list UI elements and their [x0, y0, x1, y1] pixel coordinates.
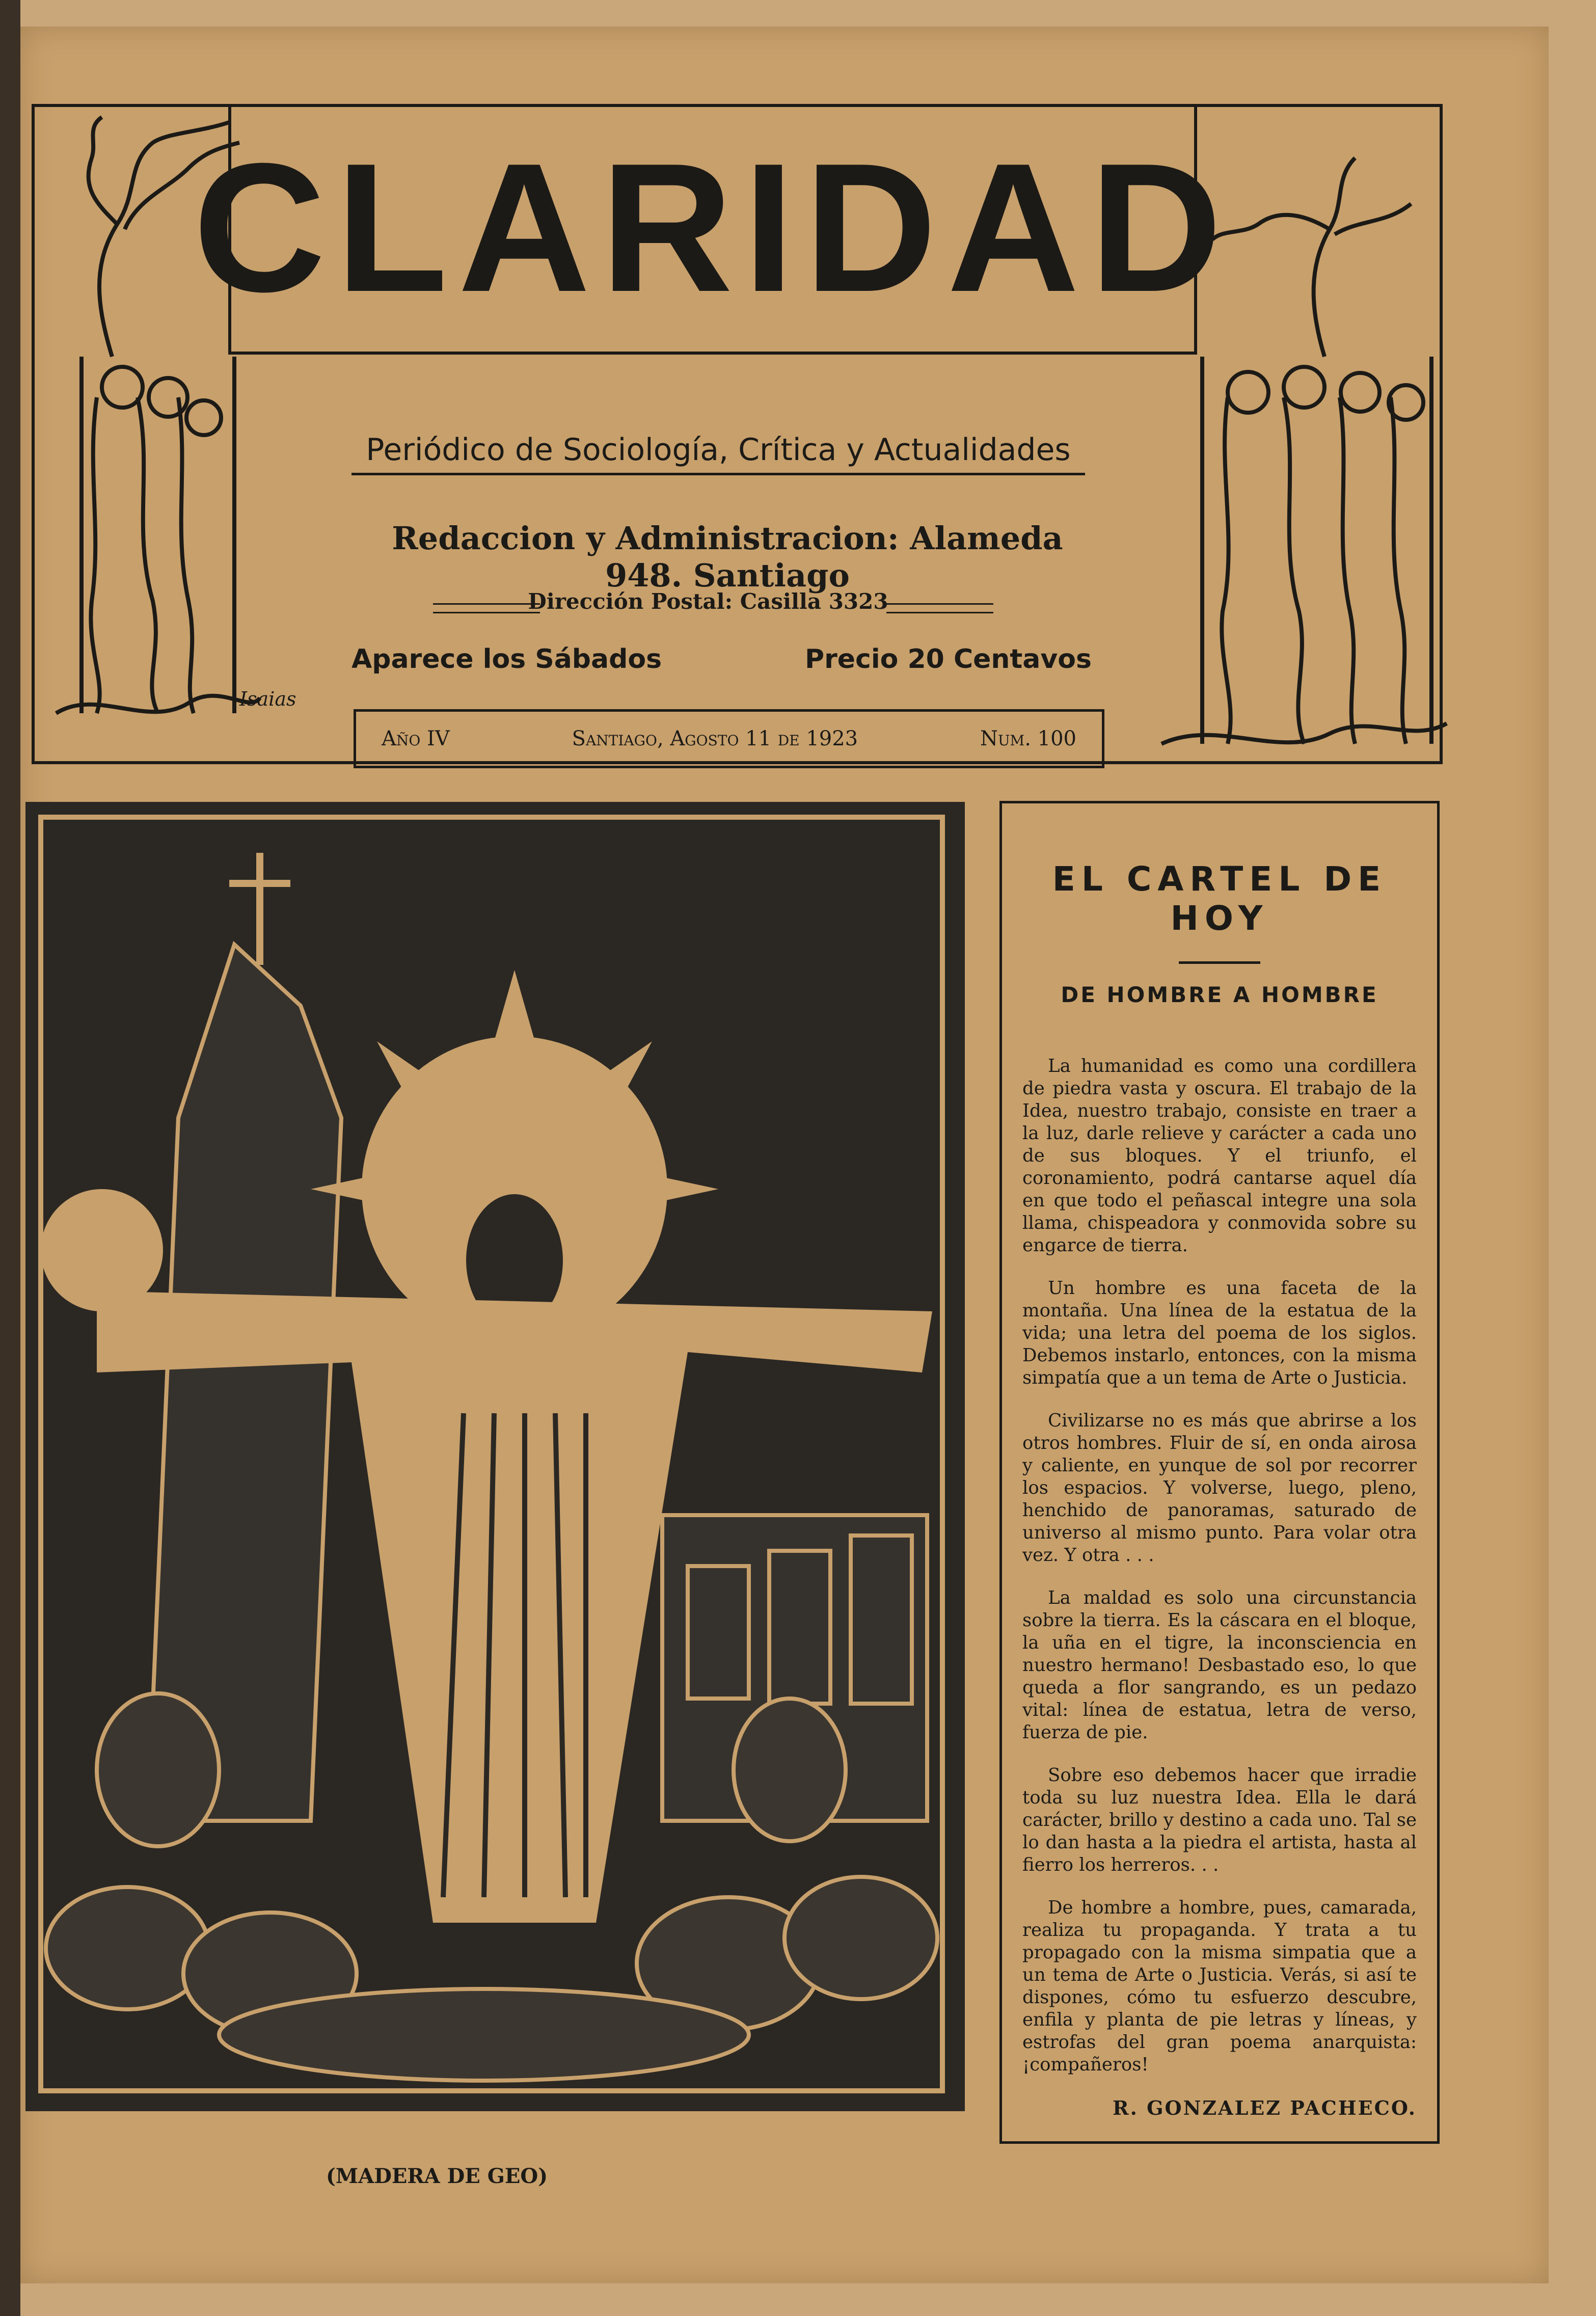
article-paragraph: La humanidad es como una cordillera de piedra vasta y oscura. El trabajo de la Idea, nuestro trabajo, consiste en traer a la luz, darle relieve y carácter a cada uno de sus bloques. Y el triunfo, el coronamiento, podrá cantarse aquel día en que todo el peñascal integre una sola llama, chispeadora y conmovida sobre su engarce de tierra. [1022, 1056, 1417, 1256]
year-label: Año IV [382, 727, 450, 750]
newspaper-title: CLARIDAD [193, 125, 1232, 330]
illustrator-signature: Isaias [239, 688, 296, 710]
article-paragraph: Civilizarse no es más que abrirse a los otros hombres. Fluir de sí, en onda airosa y caliente, en yunque de sol por recorrer los espacios. Y volverse, luego, pleno, henchido de panoramas, saturado de universo al mismo punto. Para volar otra vez. Y otra . . . [1022, 1410, 1417, 1566]
left-torch-figures-illustration [36, 112, 270, 734]
editorial-address: Redaccion y Administracion: Alameda 948. Santiago [392, 520, 1063, 594]
dateline-box [354, 709, 1104, 768]
right-torch-figures-illustration [1156, 153, 1457, 764]
article-title: EL CARTEL DE HOY [1052, 859, 1387, 938]
price: Precio 20 Centavos [805, 644, 1092, 675]
article-paragraph: Un hombre es una faceta de la montaña. Una línea de la estatua de la vida; una letra del poema de los siglos. Debemos instarlo, entonces, con la misma simpatía que a un tema de Arte o Justicia. [1022, 1278, 1417, 1388]
masthead-subtitle: Periódico de Sociología, Crítica y Actualidades [351, 432, 1085, 475]
postal-address: Dirección Postal: Casilla 3323 [528, 589, 888, 614]
publication-frequency: Aparece los Sábados [351, 644, 662, 675]
article-paragraph: Sobre eso debemos hacer que irradie toda su luz nuestra Idea. Ella le dará carácter, brillo y destino a cada uno. Tal se lo dan hasta a la piedra el artista, hasta al fierro los herreros. . . [1022, 1765, 1417, 1875]
book-spine [0, 0, 20, 2316]
issue-date: Santiago, Agosto 11 de 1923 [572, 727, 858, 750]
article-subtitle: DE HOMBRE A HOMBRE [1061, 982, 1378, 1007]
title-rule [1179, 961, 1260, 964]
article-paragraph: De hombre a hombre, pues, camarada, realiza tu propaganda. Y trata a tu propagado con la misma simpatia que a un tema de Arte o Justicia. Verás, si así te dispones, cómo tu esfuerzo descubre, enfila y planta de pie letras y líneas, y estrofas del gran poema anarquista: ¡compañeros! [1022, 1897, 1417, 2075]
issue-number: Num. 100 [980, 727, 1076, 750]
illustration-caption: (MADERA DE GEO) [326, 2164, 548, 2188]
article-body [1022, 1055, 1417, 2076]
article-author: R. GONZALEZ PACHECO. [1113, 2096, 1417, 2119]
article-column [999, 801, 1440, 2144]
article-paragraph: La maldad es solo una circunstancia sobre la tierra. Es la cáscara en el bloque, la uña en el tigre, la inconsciencia en nuestro hermano! Desbastado eso, lo que queda a flor sangrando, es un pedazo vital: línea de estatua, letra de verso, fuerza de pie. [1022, 1587, 1417, 1743]
postal-rule-right [886, 603, 993, 613]
title-box [193, 104, 1232, 355]
woodcut-illustration [25, 802, 965, 2111]
